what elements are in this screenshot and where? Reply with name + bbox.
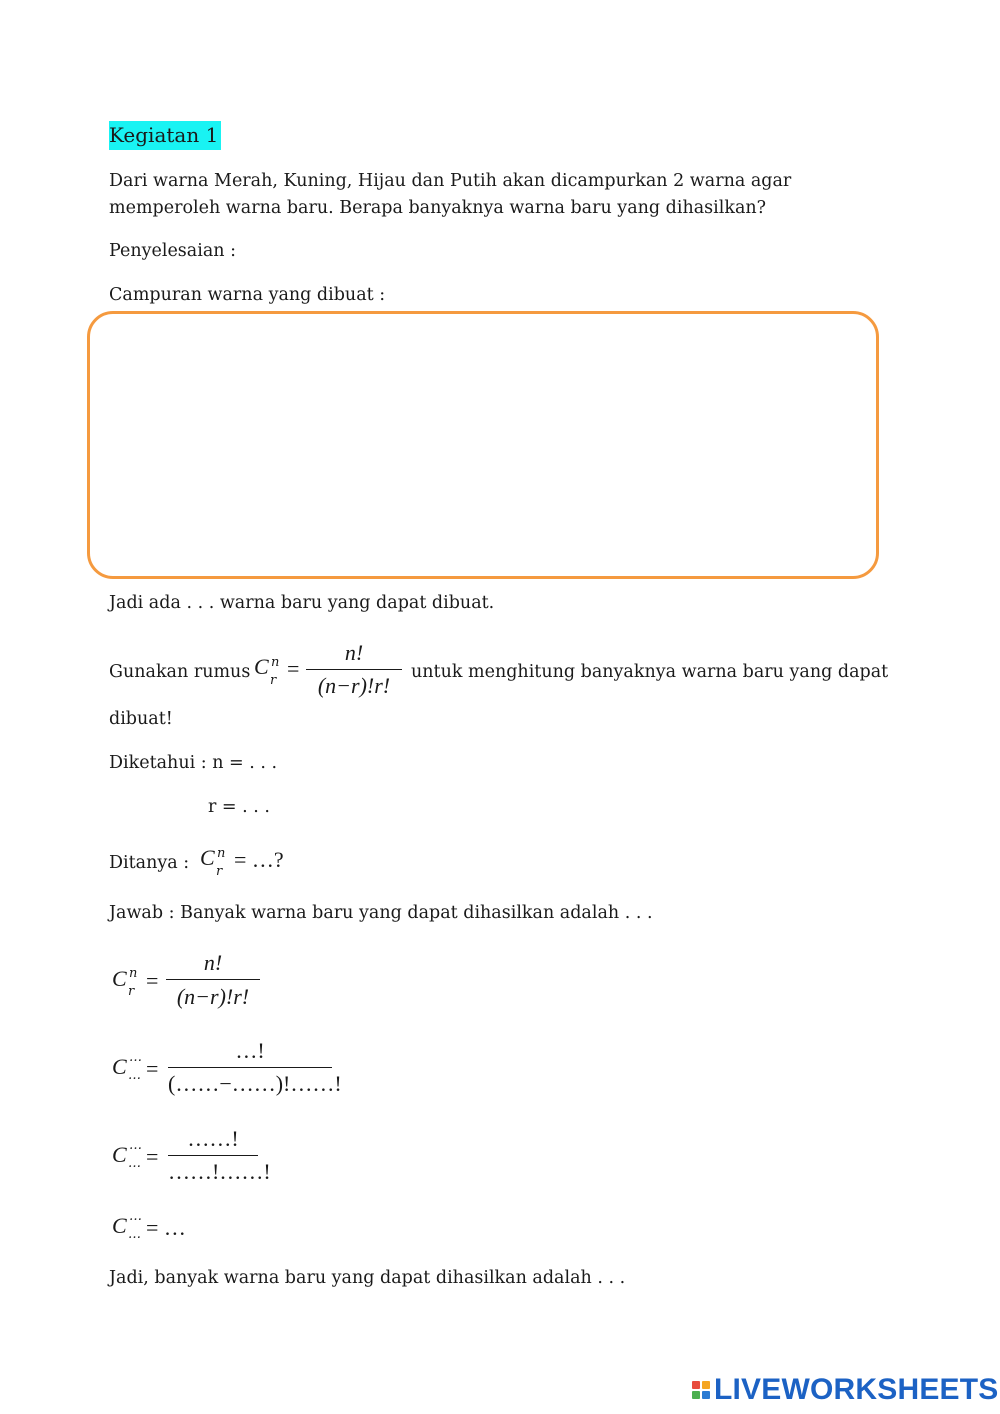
formula-outro-cont: dibuat! (109, 709, 173, 729)
step3-c: C (112, 1142, 127, 1167)
step1-fraction (166, 950, 260, 1012)
solution-label: Penyelesaian : (109, 241, 236, 261)
step2-fraction (168, 1038, 342, 1100)
formula-r-sub: r (270, 673, 277, 688)
step2-sub: … (128, 1068, 141, 1083)
step1-bar (166, 979, 260, 980)
formula-intro: Gunakan rumus (109, 662, 251, 682)
asked-c: C (200, 845, 215, 870)
step4-c: C (112, 1213, 127, 1238)
formula-outro: untuk menghitung banyaknya warna baru yang dapat (411, 662, 889, 682)
step3-sub: … (128, 1156, 141, 1171)
step3-fraction (168, 1126, 271, 1188)
question-text: Dari warna Merah, Kuning, Hijau dan Putih akan dicampurkan 2 warna agar memperoleh warna baru. Berapa banyaknya warna baru yang dihasilkan? (109, 171, 792, 218)
step2-equals: = (146, 1056, 159, 1081)
step1-equals: = (146, 968, 159, 993)
liveworksheets-logo (692, 1372, 999, 1408)
page-title: Kegiatan 1 (109, 121, 221, 150)
formula-c: C (254, 654, 269, 679)
known-n: Diketahui : n = . . . (109, 753, 278, 773)
step3-numerator: ……! (187, 1126, 239, 1151)
logo-mark-icon (692, 1381, 710, 1399)
logo-text: LIVEWORKSHEETS (714, 1373, 999, 1406)
step3-denominator: ……!……! (168, 1159, 271, 1184)
step1-numerator: n! (203, 950, 223, 975)
asked-r-sub: r (216, 864, 223, 879)
formula-numerator: n! (344, 640, 364, 665)
asked-label: Ditanya : (109, 853, 190, 873)
step3-bar (168, 1155, 258, 1156)
step3-equals: = (146, 1144, 159, 1169)
step1-n-sup: n (129, 966, 138, 981)
logo-square (692, 1381, 700, 1389)
mix-label: Campuran warna yang dibuat : (109, 285, 386, 305)
step2-bar (168, 1067, 332, 1068)
step4-sup: … (129, 1209, 142, 1224)
formula-equals: = (287, 656, 300, 681)
asked-n-sup: n (217, 846, 226, 861)
step4-rhs: = … (146, 1215, 186, 1240)
step1-denominator: (n−r)!r! (176, 984, 250, 1009)
logo-square (702, 1391, 710, 1399)
step2-sup: … (129, 1050, 142, 1065)
logo-square (702, 1381, 710, 1389)
step1-c: C (112, 966, 127, 991)
formula-fraction (306, 640, 402, 702)
logo-square (692, 1391, 700, 1399)
asked-rhs: = …? (234, 847, 284, 872)
formula-denominator: (n−r)!r! (317, 673, 391, 698)
step2-c: C (112, 1054, 127, 1079)
known-r: r = . . . (208, 797, 270, 817)
formula-n-sup: n (271, 655, 280, 670)
step2-denominator: (……−……)!……! (168, 1071, 342, 1096)
answer-label: Jawab : Banyak warna baru yang dapat dihasilkan adalah . . . (109, 903, 653, 923)
step3-sup: … (129, 1138, 142, 1153)
step1-r-sub: r (128, 984, 135, 999)
conclusion-count: Jadi ada . . . warna baru yang dapat dibuat. (109, 593, 495, 613)
step2-numerator: …! (235, 1038, 265, 1063)
color-mix-answer-box[interactable] (87, 311, 879, 579)
final-conclusion: Jadi, banyak warna baru yang dapat dihasilkan adalah . . . (109, 1268, 626, 1288)
step4-sub: … (128, 1227, 141, 1242)
formula-bar (306, 669, 402, 670)
